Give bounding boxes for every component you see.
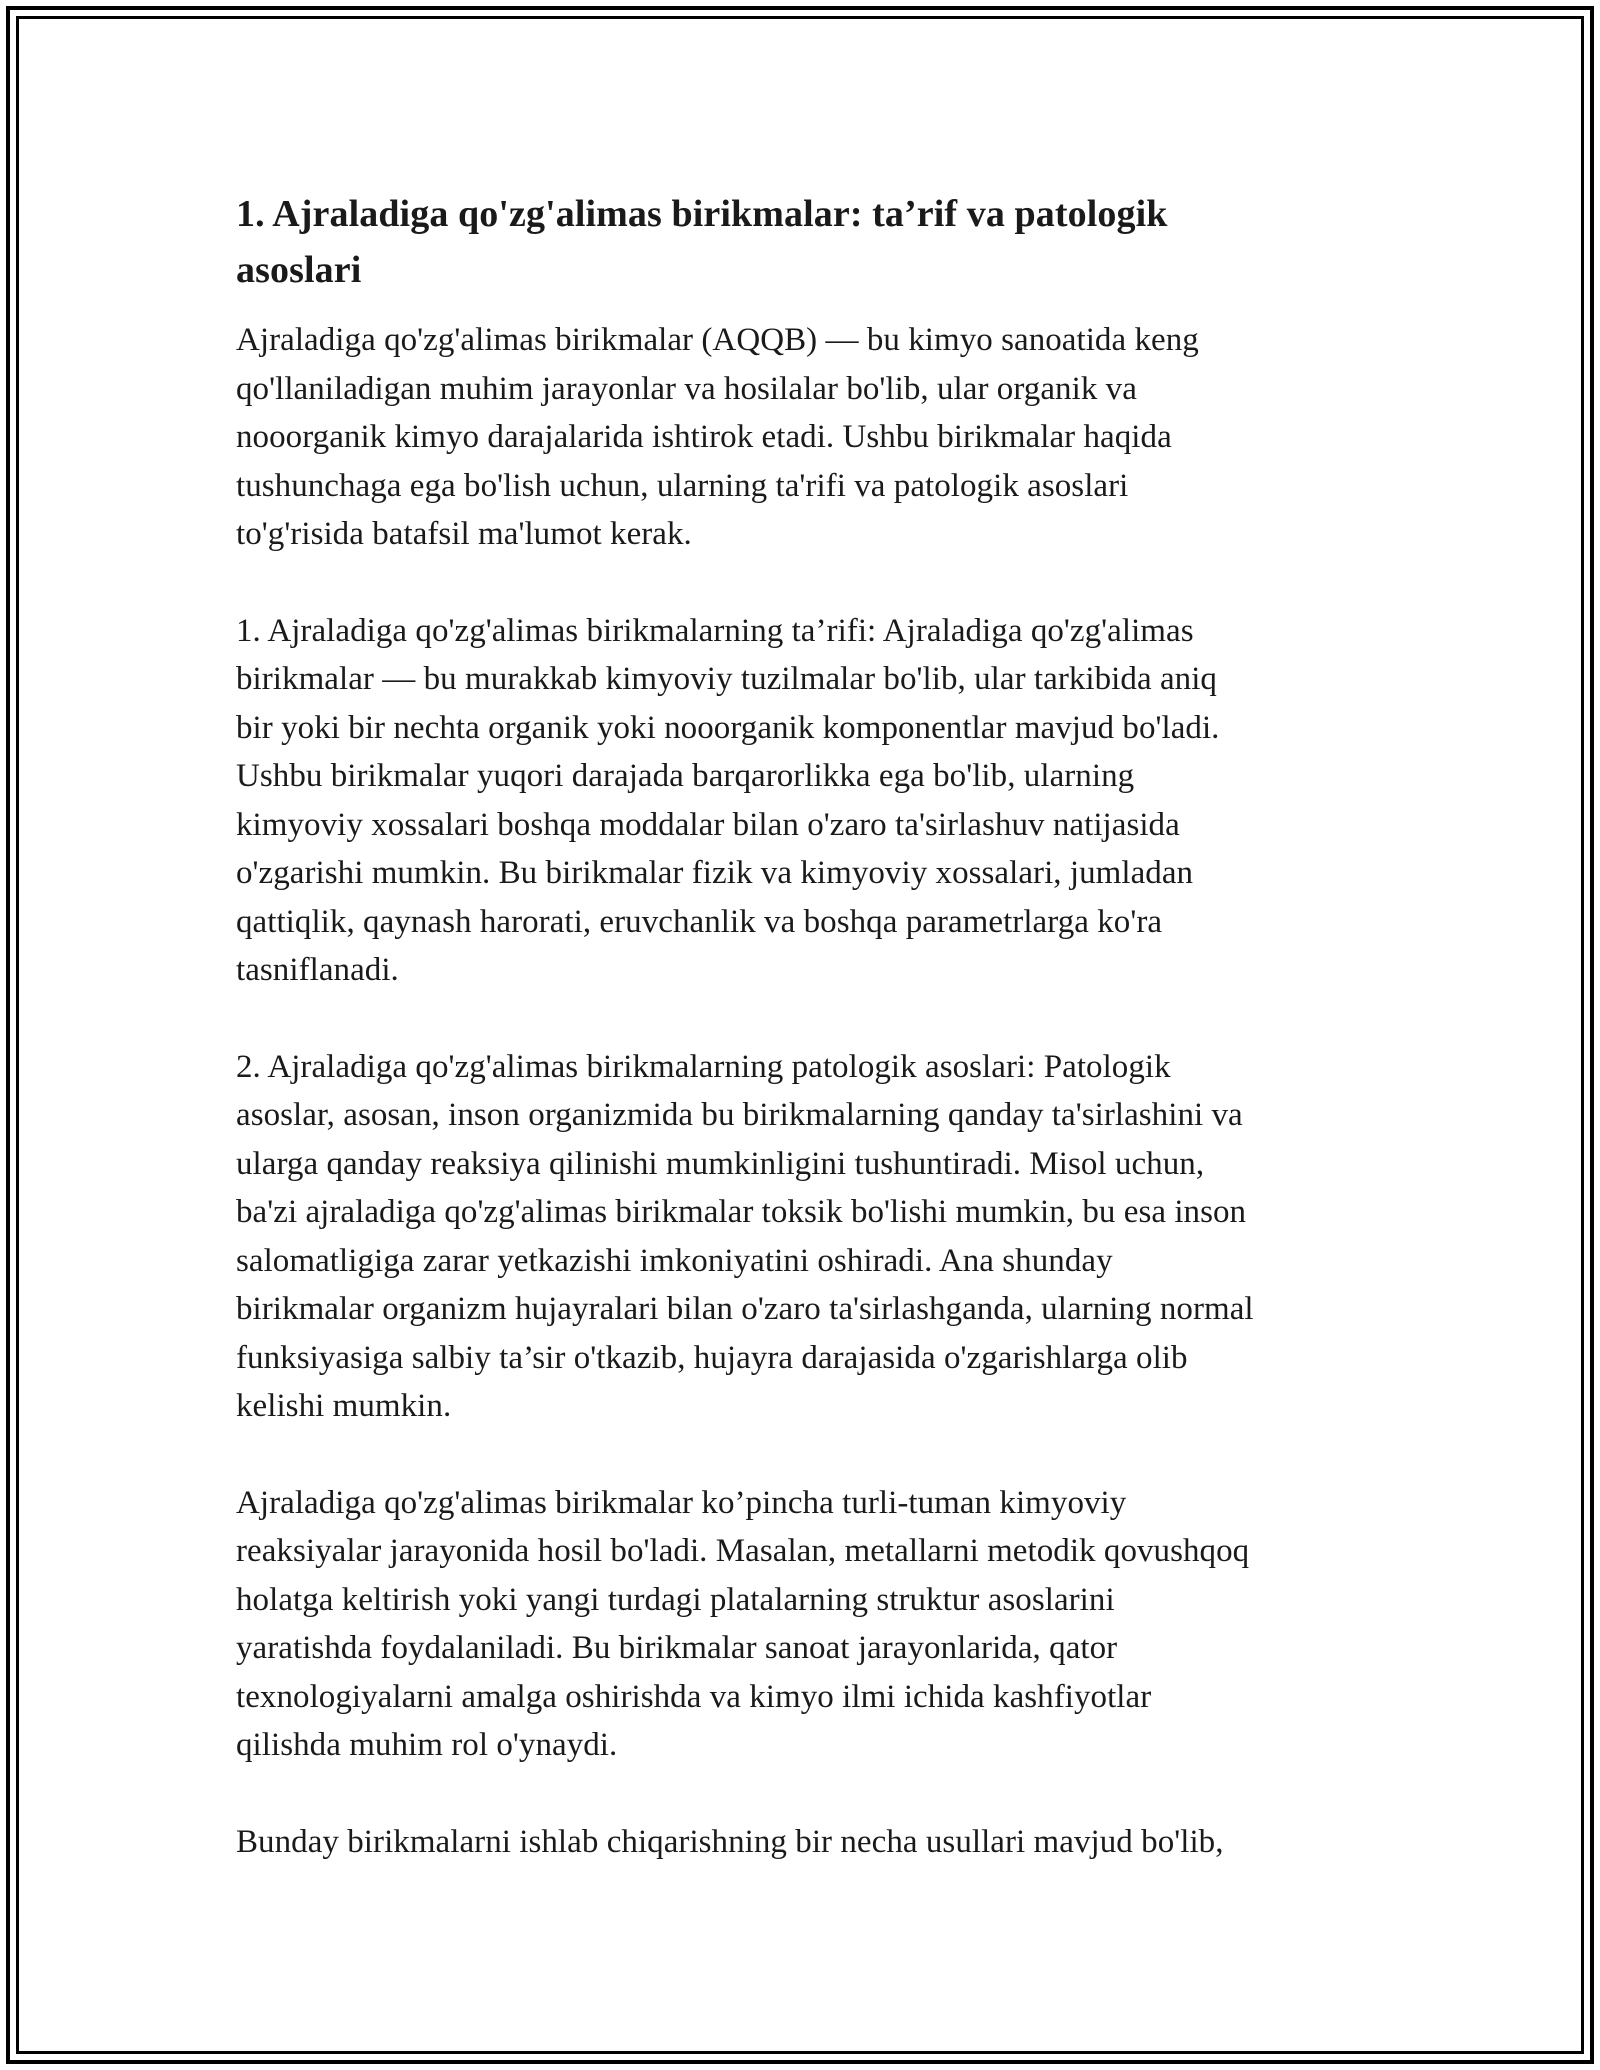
applications-paragraph xyxy=(236,1479,1376,1770)
text-line: Ushbu birikmalar yuqori darajada barqarorlikka ega bo'lib, ularning xyxy=(236,758,1135,794)
text-line: Ajraladiga qo'zg'alimas birikmalar ko’pincha turli-tuman kimyoviy xyxy=(236,1484,1127,1521)
text-line: funksiyasiga salbiy ta’sir o'tkazib, hujayra darajasida o'zgarishlarga olib xyxy=(236,1339,1188,1376)
definition-paragraph xyxy=(236,607,1376,995)
text-line: 2. Ajraladiga qo'zg'alimas birikmalarning patologik asoslari: Patologik xyxy=(236,1048,1171,1085)
text-line: yaratishda foydalaniladi. Bu birikmalar sanoat jarayonlarida, qator xyxy=(236,1630,1118,1666)
text-line: kimyoviy xossalari boshqa moddalar bilan o'zaro ta'sirlashuv natijasida xyxy=(236,806,1180,843)
text-line: ba'zi ajraladiga qo'zg'alimas birikmalar toksik bo'lishi mumkin, bu esa inson xyxy=(236,1194,1247,1230)
text-line: salomatligiga zarar yetkazishi imkoniyatini oshiradi. Ana shunday xyxy=(236,1242,1113,1279)
intro-paragraph xyxy=(236,316,1376,559)
text-line: reaksiyalar jarayonida hosil bo'ladi. Masalan, metallarni metodik qovushqoq xyxy=(236,1533,1250,1569)
text-line: tasniflanadi. xyxy=(236,952,399,988)
text-line: nooorganik kimyo darajalarida ishtirok etadi. Ushbu birikmalar haqida xyxy=(236,419,1172,455)
text-line: birikmalar organizm hujayralari bilan o'zaro ta'sirlashganda, ularning normal xyxy=(236,1291,1254,1327)
production-paragraph xyxy=(236,1818,1376,1867)
text-line: tushunchaga ega bo'lish uchun, ularning ta'rifi va patologik asoslari xyxy=(236,467,1129,504)
text-line: holatga keltirish yoki yangi turdagi platalarning struktur asoslarini xyxy=(236,1581,1115,1618)
pathology-paragraph xyxy=(236,1043,1376,1431)
text-line: asoslar, asosan, inson organizmida bu birikmalarning qanday ta'sirlashini va xyxy=(236,1097,1243,1133)
document-body xyxy=(236,186,1376,1866)
text-line: bir yoki bir nechta organik yoki nooorganik komponentlar mavjud bo'ladi. xyxy=(236,709,1220,746)
text-line: to'g'risida batafsil ma'lumot kerak. xyxy=(236,516,692,552)
heading-line: 1. Ajraladiga qo'zg'alimas birikmalar: ta’rif va patologik xyxy=(236,193,1168,235)
text-line: ularga qanday reaksiya qilinishi mumkinligini tushuntiradi. Misol uchun, xyxy=(236,1145,1205,1182)
text-line: kelishi mumkin. xyxy=(236,1388,452,1424)
text-line: texnologiyalarni amalga oshirishda va kimyo ilmi ichida kashfiyotlar xyxy=(236,1678,1152,1715)
text-line: birikmalar — bu murakkab kimyoviy tuzilmalar bo'lib, ular tarkibida aniq xyxy=(236,661,1217,697)
heading-line: asoslari xyxy=(236,249,362,291)
text-line: 1. Ajraladiga qo'zg'alimas birikmalarning ta’rifi: Ajraladiga qo'zg'alimas xyxy=(236,612,1194,649)
text-line: qattiqlik, qaynash harorati, eruvchanlik va boshqa parametrlarga ko'ra xyxy=(236,903,1163,940)
text-line: o'zgarishi mumkin. Bu birikmalar fizik va kimyoviy xossalari, jumladan xyxy=(236,855,1194,891)
text-line: Bunday birikmalarni ishlab chiqarishning bir necha usullari mavjud bo'lib, xyxy=(236,1823,1224,1860)
text-line: Ajraladiga qo'zg'alimas birikmalar (AQQB) — bu kimyo sanoatida keng xyxy=(236,322,1199,358)
text-line: qilishda muhim rol o'ynaydi. xyxy=(236,1727,618,1763)
section-heading xyxy=(236,186,1376,298)
text-line: qo'llaniladigan muhim jarayonlar va hosilalar bo'lib, ular organik va xyxy=(236,370,1137,407)
